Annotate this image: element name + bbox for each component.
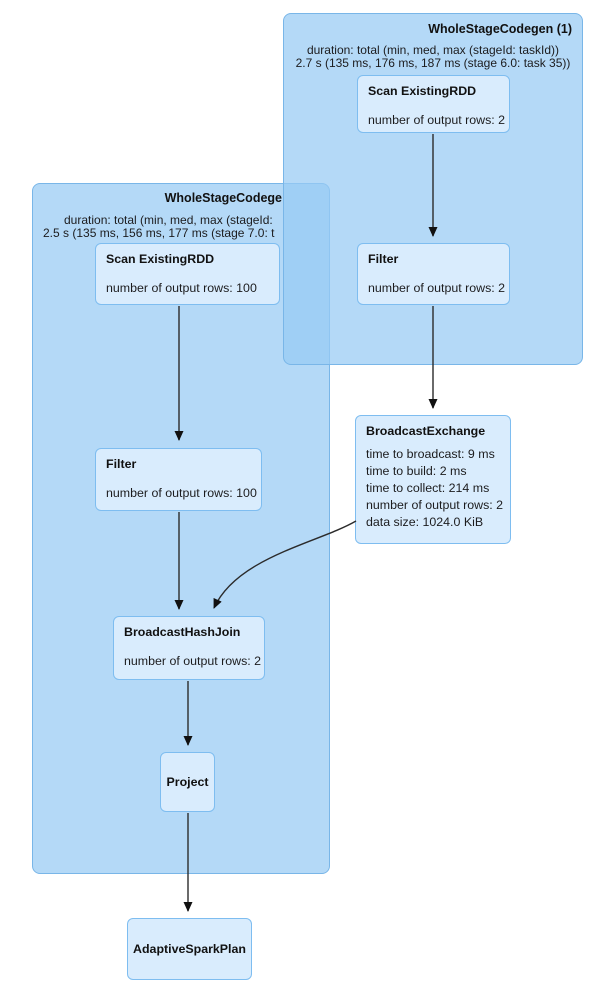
node-title: AdaptiveSparkPlan — [133, 942, 246, 956]
cluster-duration-label: duration: total (min, med, max (stageId: taskId)) — [306, 43, 560, 57]
node-broadcasthashjoin[interactable] — [113, 616, 265, 680]
cluster-wholestagecodegen-1 — [283, 13, 583, 365]
node-title: Scan ExistingRDD — [368, 84, 477, 98]
node-title: Filter — [106, 457, 137, 471]
node-metric: number of output rows: 2 — [368, 281, 506, 295]
node-metric: number of output rows: 100 — [106, 486, 257, 500]
node-metric: number of output rows: 2 — [124, 654, 262, 668]
node-title: Scan ExistingRDD — [106, 252, 215, 266]
node-project[interactable] — [160, 752, 215, 812]
node-metric: data size: 1024.0 KiB — [366, 515, 484, 529]
cluster-title: WholeStageCodegen (1) — [428, 22, 572, 36]
node-title: Project — [166, 775, 209, 789]
cluster-title: WholeStageCodege — [164, 191, 282, 205]
node-metric: time to collect: 214 ms — [366, 481, 490, 495]
node-filter-1[interactable] — [357, 243, 510, 305]
node-metric: number of output rows: 100 — [106, 281, 257, 295]
node-metric: number of output rows: 2 — [366, 498, 504, 512]
cluster-duration-value: 2.7 s (135 ms, 176 ms, 187 ms (stage 6.0: task 35)) — [295, 56, 571, 70]
cluster-duration-value: 2.5 s (135 ms, 156 ms, 177 ms (stage 7.0: t — [43, 226, 275, 240]
node-title: BroadcastExchange — [366, 424, 486, 438]
node-broadcastexchange[interactable] — [355, 415, 511, 544]
node-title: BroadcastHashJoin — [124, 625, 241, 639]
node-filter-2[interactable] — [95, 448, 262, 511]
node-scan-existingrdd-2[interactable] — [95, 243, 280, 305]
node-scan-existingrdd-1[interactable] — [357, 75, 510, 133]
node-metric: time to broadcast: 9 ms — [366, 447, 495, 461]
node-adaptivesparkplan[interactable] — [127, 918, 252, 980]
node-metric: time to build: 2 ms — [366, 464, 467, 478]
node-title: Filter — [368, 252, 399, 266]
cluster-duration-label: duration: total (min, med, max (stageId: — [64, 213, 273, 227]
node-metric: number of output rows: 2 — [368, 113, 506, 127]
